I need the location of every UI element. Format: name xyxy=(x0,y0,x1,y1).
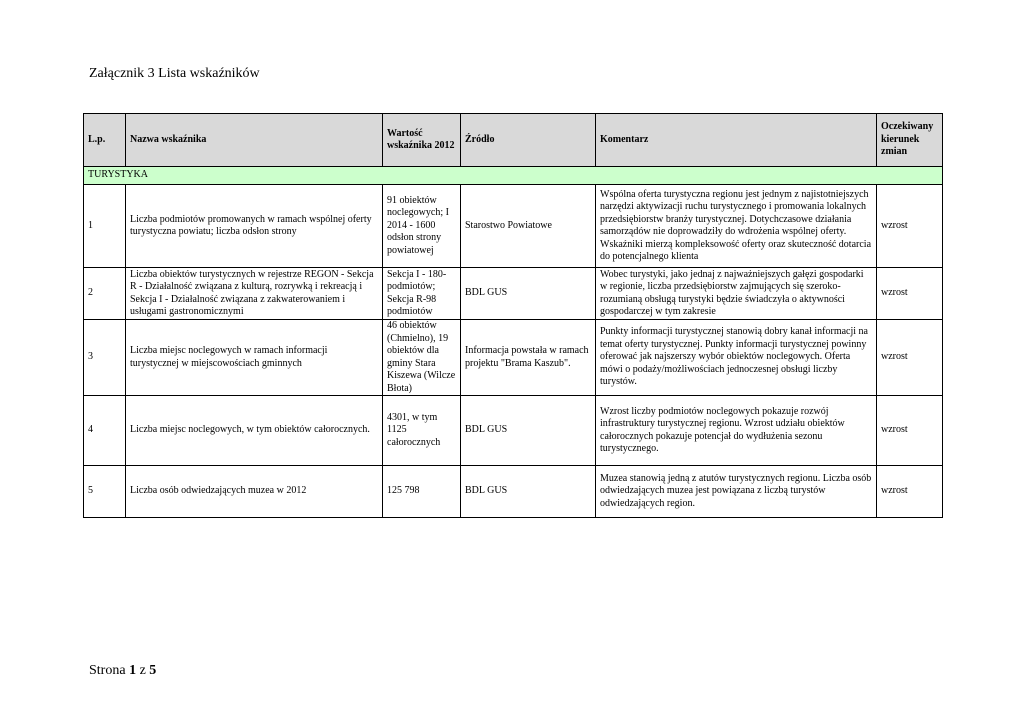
cell-direction: wzrost xyxy=(877,466,943,518)
footer-prefix: Strona xyxy=(89,663,126,678)
footer-total-pages: 5 xyxy=(149,663,157,678)
cell-lp: 2 xyxy=(84,268,126,320)
cell-lp: 3 xyxy=(84,320,126,396)
cell-direction: wzrost xyxy=(877,268,943,320)
cell-lp: 1 xyxy=(84,185,126,268)
header-source: Źródło xyxy=(461,114,596,167)
header-direction: Oczekiwany kierunek zmian xyxy=(877,114,943,167)
page-footer xyxy=(89,663,156,679)
cell-comment: Wzrost liczby podmiotów noclegowych pokazuje rozwój infrastruktury turystycznej regionu. Wzrost udziału obiektów całorocznych pokazuje potencjał do wydłużenia sezonu turystycznego. xyxy=(596,396,877,466)
page-title: Załącznik 3 Lista wskaźników xyxy=(89,66,260,81)
indicators-table xyxy=(83,113,943,518)
cell-comment: Wspólna oferta turystyczna regionu jest jednym z najistotniejszych narzędzi aktywizacji ruchu turystycznego i promowania lokalnych przedsiębiorstw branży turystycznej. Dotychczasowe działania samorządów nie doprowadziły do wdrożenia wspólnej oferty. Wskaźniki mierzą kompleksowość oferty oraz skuteczność dotarcia do potencjalnego klienta xyxy=(596,185,877,268)
cell-name: Liczba obiektów turystycznych w rejestrze REGON - Sekcja R - Działalność związana z kulturą, rozrywką i rekreacją i Sekcja I - Działalność związana z zakwaterowaniem i usługami gastronomicznymi xyxy=(126,268,383,320)
cell-name: Liczba podmiotów promowanych w ramach wspólnej oferty turystyczna powiatu; liczba odsłon strony xyxy=(126,185,383,268)
cell-source: Informacja powstała w ramach projektu "Brama Kaszub". xyxy=(461,320,596,396)
table-row xyxy=(84,320,943,396)
cell-value: 46 obiektów (Chmielno), 19 obiektów dla gminy Stara Kiszewa (Wilcze Błota) xyxy=(383,320,461,396)
cell-comment: Punkty informacji turystycznej stanowią dobry kanał informacji na temat oferty turystycznej. Punkty informacji turystycznej powinny oferować jak najszerszy wybór obiektów noclegowych. Oferta mówi o podaży/możliwościach jednoczesnej obsługi liczby turystów. xyxy=(596,320,877,396)
table-row xyxy=(84,396,943,466)
table-row xyxy=(84,185,943,268)
header-value: Wartość wskaźnika 2012 xyxy=(383,114,461,167)
cell-source: BDL GUS xyxy=(461,396,596,466)
header-comment: Komentarz xyxy=(596,114,877,167)
cell-comment: Wobec turystyki, jako jednaj z najważniejszych gałęzi gospodarki w regionie, liczba przedsiębiorstw zajmujących się szeroko-rozumianą obsługą turystyki będzie świadczyła o aktywności gospodarczej w tym zakresie xyxy=(596,268,877,320)
cell-comment: Muzea stanowią jedną z atutów turystycznych regionu. Liczba osób odwiedzających muzea jest powiązana z liczbą turystów odwiedzających region. xyxy=(596,466,877,518)
cell-lp: 5 xyxy=(84,466,126,518)
cell-source: BDL GUS xyxy=(461,268,596,320)
section-row xyxy=(84,167,943,185)
cell-direction: wzrost xyxy=(877,320,943,396)
cell-value: Sekcja I - 180- podmiotów; Sekcja R-98 podmiotów xyxy=(383,268,461,320)
cell-name: Liczba miejsc noclegowych w ramach informacji turystycznej w miejscowościach gminnych xyxy=(126,320,383,396)
footer-separator: z xyxy=(139,663,146,678)
cell-source: BDL GUS xyxy=(461,466,596,518)
cell-value: 91 obiektów noclegowych; I 2014 - 1600 odsłon strony powiatowej xyxy=(383,185,461,268)
cell-lp: 4 xyxy=(84,396,126,466)
table-row xyxy=(84,268,943,320)
header-lp: L.p. xyxy=(84,114,126,167)
cell-source: Starostwo Powiatowe xyxy=(461,185,596,268)
cell-name: Liczba miejsc noclegowych, w tym obiektów całorocznych. xyxy=(126,396,383,466)
cell-direction: wzrost xyxy=(877,396,943,466)
cell-direction: wzrost xyxy=(877,185,943,268)
cell-value: 125 798 xyxy=(383,466,461,518)
cell-value: 4301, w tym 1125 całorocznych xyxy=(383,396,461,466)
footer-current-page: 1 xyxy=(129,663,137,678)
section-label: TURYSTYKA xyxy=(84,167,943,185)
header-name: Nazwa wskaźnika xyxy=(126,114,383,167)
table-header-row xyxy=(84,114,943,167)
cell-name: Liczba osób odwiedzających muzea w 2012 xyxy=(126,466,383,518)
table-row xyxy=(84,466,943,518)
